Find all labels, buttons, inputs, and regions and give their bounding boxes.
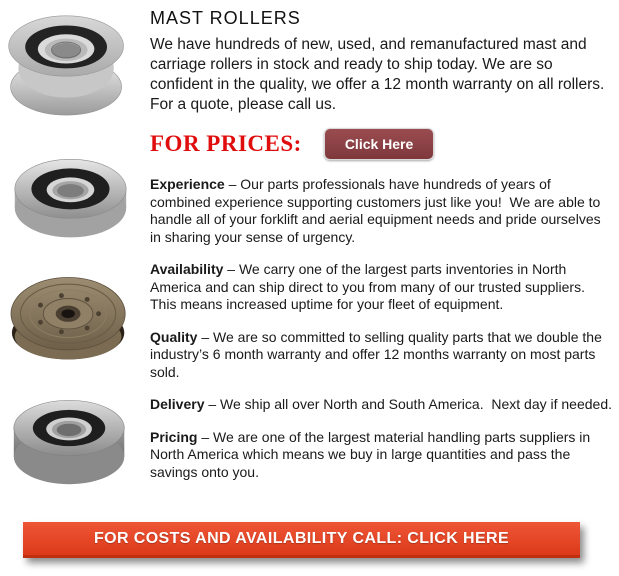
section-quality xyxy=(150,329,613,382)
section-experience-heading: Experience xyxy=(150,176,225,192)
section-experience xyxy=(150,176,613,246)
section-availability xyxy=(150,261,613,314)
banner-label: FOR COSTS AND AVAILABILITY CALL: CLICK HERE xyxy=(93,529,510,547)
section-availability-body: – We carry one of the largest parts inventories in North America and can ship direct to you from many of our trusted suppliers. This means increased uptime for your fleet of equipment. xyxy=(150,261,589,312)
click-here-button[interactable]: Click Here xyxy=(324,128,434,160)
page-title: MAST ROLLERS xyxy=(150,8,301,28)
main-content xyxy=(150,8,613,496)
for-prices-label: FOR PRICES: xyxy=(150,131,302,156)
section-pricing-heading: Pricing xyxy=(150,428,198,445)
section-experience-body: – Our parts professionals have hundreds of years of combined experience supporting customers just like you! We are able to handle all of your forklift and aerial equipment needs and pride ourselves in sharing your sense of urgency. xyxy=(150,176,605,245)
sheave-pulley-photo xyxy=(0,268,140,368)
section-delivery-heading: Delivery xyxy=(150,396,205,412)
section-delivery xyxy=(150,396,613,414)
section-availability-heading: Availability xyxy=(150,261,224,277)
intro-paragraph: We have hundreds of new, used, and remanufactured mast and carriage rollers in stock and ready to ship today. We are so confident in the quality, we offer a 12 month warranty on all rollers. For a quote, please call us. xyxy=(150,36,609,113)
section-pricing-body: – We are one of the largest material handling parts suppliers in North America which means we buy in large quantities and pass the savings onto you. xyxy=(150,428,595,480)
thick-roller-bearing-photo xyxy=(0,388,140,488)
mast-roller-bearing-photo xyxy=(0,146,140,246)
section-quality-body: – We are so committed to selling quality parts that we double the industry’s 6 month warranty and offer 12 months warranty on most parts sold. xyxy=(150,328,606,380)
section-pricing xyxy=(150,429,613,482)
section-delivery-body: – We ship all over North and South America. Next day if needed. xyxy=(204,396,613,412)
costs-availability-banner-button[interactable] xyxy=(23,522,580,558)
section-quality-heading: Quality xyxy=(150,328,198,345)
flanged-mast-roller-photo xyxy=(0,8,140,120)
for-prices-row xyxy=(150,128,613,160)
